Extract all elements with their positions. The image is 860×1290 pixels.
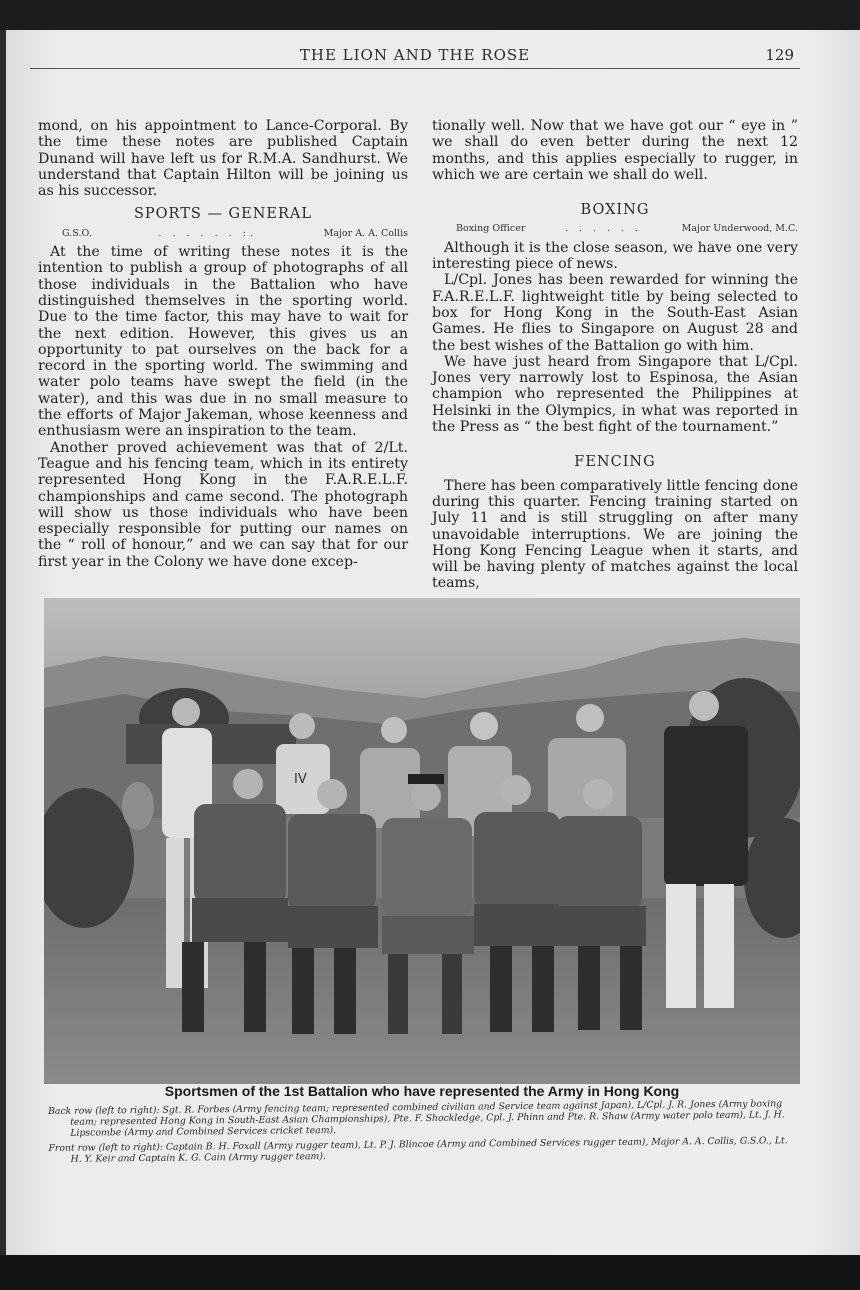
running-header (30, 46, 800, 69)
scan-top-border (0, 0, 860, 30)
boxing-officer-role: Boxing Officer (456, 223, 526, 235)
sports-officer-name: Major A. A. Collis (323, 227, 408, 239)
right-continuation-paragraph: tionally well. Now that we have got our “ eye in ” we shall do even better during the next 12 months, and this applies especially to rugger, in which we are certain we shall do well. (432, 118, 798, 183)
fencing-paragraph-1: There has been comparatively little fencing done during this quarter. Fencing training started on July 11 and is still struggling on after many unavoidable interruptions. We are joining the Hong Kong Fencing League when it starts, and will be having plenty of matches against the local teams, (432, 477, 798, 592)
left-intro-paragraph: mond, on his appointment to Lance-Corporal. By the time these notes are published Captain Dunand will have left us for R.M.A. Sandhurst. We understand that Captain Hilton will be joining us as his successor. (38, 118, 408, 200)
sports-officer-role: G.S.O. (62, 227, 92, 239)
sports-officer-dots: . . . . . . :. (158, 227, 257, 239)
scan-bottom-border (0, 1255, 860, 1290)
boxing-officer-dots: . . . . . . (564, 223, 643, 235)
sports-general-heading: SPORTS — GENERAL (133, 206, 313, 223)
sports-paragraph-2: Another proved achievement was that of 2/Lt. Teague and his fencing team, which in its entirety represented Hong Kong in the F.A.R.E.L.F. championships and came second. The photograph will show us those individuals who have been especially responsible for putting our names on the “ roll of honour,” and we can say that for our first year in the Colony we have done excep- (38, 439, 408, 570)
boxing-paragraph-1: Although it is the close season, we have one very interesting piece of news. (432, 239, 798, 273)
page-number: 129 (765, 46, 794, 64)
running-title: THE LION AND THE ROSE (299, 46, 531, 64)
fencing-heading: FENCING (574, 454, 656, 471)
sports-officer-line (38, 226, 408, 242)
photo-caption-title: Sportsmen of the 1st Battalion who have represented the Army in Hong Kong (164, 1083, 680, 1099)
caption-front-row: Front row (left to right): Captain B. H. Foxall (Army rugger team), Lt. P. J. Blincoe (Army and Combined Services rugger team), Major A. A. Collis, G.S.O., Lt. H. Y. Keir and Captain K. G. Cain (Army rugger team). (48, 1135, 788, 1165)
sports-paragraph-1: At the time of writing these notes it is the intention to publish a group of photographs of all those individuals in the Battalion who have distinguished themselves in the sporting world. Due to the time factor, this may have to wait for the next edition. However, this gives us an opportunity to pat ourselves on the back for a record in the sporting world. The swimming and water polo teams have swept the field (in the water), and this was due in no small measure to the efforts of Major Jakeman, whose keenness and enthusiasm were an inspiration to the team. (38, 244, 408, 440)
boxing-heading: BOXING (580, 202, 650, 219)
caption-back-row: Back row (left to right): Sgt. R. Forbes (Army fencing team; represented combined civilian and Service team against Japan), L/Cpl. J. R. Jones (Army boxing team; represented Hong Kong in South-East Asian Championships), Pte. F. Shockledge, Cpl. J. Phinn and Pte. R. Shaw (Army water polo team), Lt. J. H. Lipscombe (Army and Combined Services cricket team). (48, 1098, 785, 1139)
boxing-paragraph-2: L/Cpl. Jones has been rewarded for winning the F.A.R.E.L.F. lightweight title by being selected to box for Hong Kong in the South-East Asian Games. He flies to Singapore on August 28 and the best wishes of the Battalion go with him. (432, 272, 798, 354)
right-column (432, 118, 798, 592)
shirt-marking: IV (294, 772, 307, 787)
section-spacer (432, 435, 798, 447)
team-photograph (44, 598, 800, 1084)
section-spacer (432, 183, 798, 195)
boxing-paragraph-3: We have just heard from Singapore that L/Cpl. Jones very narrowly lost to Espinosa, the Asian champion who represented the Philippines at Helsinki in the Olympics, in what was reported in the Press as “ the best fight of the tournament.” (432, 353, 798, 436)
boxing-officer-name: Major Underwood, M.C. (681, 223, 798, 235)
boxing-officer-line (432, 221, 798, 237)
left-column (38, 118, 408, 570)
photo-caption-body (48, 1098, 801, 1169)
